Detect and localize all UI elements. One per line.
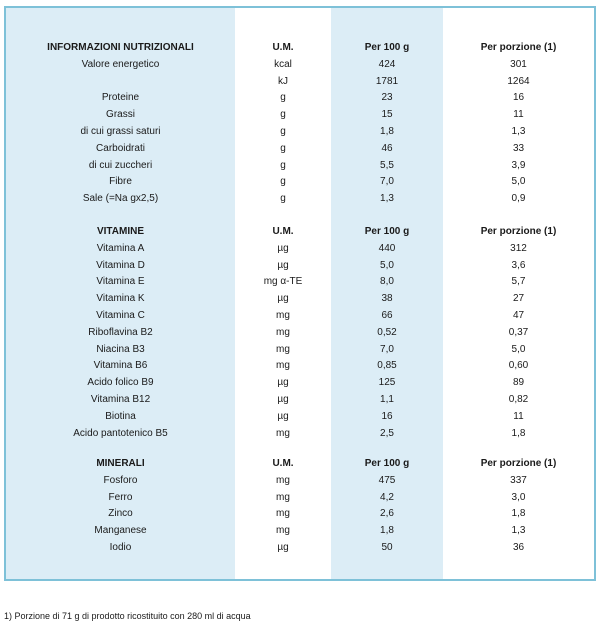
cell-portion: 89 [512,377,525,389]
header-name: INFORMAZIONI NUTRIZIONALI [47,42,194,53]
cell-um: g [280,193,286,205]
cell-per100: 2,6 [380,508,394,520]
cell-portion: 33 [512,142,525,154]
cell-name: Biotina [105,410,136,422]
table-row [6,505,594,522]
cell-um: g [280,142,286,154]
cell-per100: 1,3 [380,193,394,205]
cell-um: mg [276,360,290,372]
table-row [6,374,594,391]
table-row [6,290,594,307]
cell-portion: 3,6 [511,259,526,271]
cell-per100: 424 [378,58,396,70]
table-row [6,357,594,374]
cell-um: mg [276,491,290,503]
table-row [6,408,594,425]
cell-name: Grassi [106,109,135,121]
header-um: U.M. [272,226,294,237]
cell-per100: 440 [378,242,396,254]
cell-um: mg [276,343,290,355]
cell-um: µg [277,377,289,389]
cell-per100: 475 [378,474,396,486]
cell-per100: 2,5 [380,427,394,439]
cell-um: g [280,92,286,104]
cell-portion: 5,0 [511,176,526,188]
table-row [6,89,594,106]
cell-portion: 0,9 [511,193,526,205]
cell-portion: 0,60 [508,360,529,372]
table-row [6,489,594,506]
table-row [6,324,594,341]
header-per100: Per 100 g [364,42,410,53]
table-row [6,190,594,207]
cell-per100: 7,0 [380,343,394,355]
cell-name: Zinco [108,508,133,520]
cell-per100: 1,1 [380,394,394,405]
cell-name: Ferro [108,491,133,503]
cell-name: Sale (=Na gx2,5) [82,193,159,205]
footnote: 1) Porzione di 71 g di prodotto ricostituito con 280 ml di acqua [4,611,251,621]
cell-um: mg [276,508,290,520]
cell-name: Vitamina E [96,276,145,288]
cell-um: µg [277,410,289,422]
header-um: U.M. [272,458,294,469]
cell-portion: 1,8 [511,427,526,439]
table-grid [6,8,594,579]
nutrition-table [4,6,596,581]
section-header [6,223,594,240]
cell-name: Manganese [94,525,147,537]
header-um: U.M. [272,42,294,53]
cell-name: Riboflavina B2 [88,326,153,338]
cell-name: Valore energetico [81,58,160,70]
cell-per100: 38 [381,293,393,305]
cell-portion: 312 [510,242,527,254]
cell-portion: 1,8 [511,508,526,520]
header-portion: Per porzione (1) [480,42,557,53]
cell-um: µg [277,242,289,254]
cell-name: Proteine [101,92,140,104]
cell-um: g [280,109,286,121]
cell-um: g [280,159,286,171]
cell-name: di cui zuccheri [88,159,153,171]
cell-per100: 1781 [375,75,399,87]
cell-um: mg α-TE [263,276,303,288]
cell-per100: 5,5 [380,159,394,171]
cell-name: Fibre [109,176,132,188]
cell-name: Niacina B3 [96,343,145,355]
table-row [6,73,594,90]
cell-per100: 1,8 [380,525,394,537]
header-name: MINERALI [96,458,145,469]
cell-per100: 16 [381,410,393,422]
cell-portion: 36 [512,542,525,553]
cell-name: Acido folico B9 [87,377,154,389]
cell-name: Fosforo [103,474,138,486]
cell-per100: 1,8 [380,126,394,137]
cell-portion: 301 [510,58,527,70]
table-row [6,472,594,489]
table-row [6,341,594,358]
cell-per100: 0,85 [377,360,397,372]
cell-portion: 11 [513,109,524,121]
cell-um: kJ [278,75,288,87]
cell-portion: 1264 [507,75,530,87]
cell-portion: 337 [510,474,527,486]
table-row [6,257,594,274]
table-row [6,106,594,123]
cell-per100: 23 [381,92,393,104]
cell-portion: 47 [512,310,525,321]
cell-per100: 50 [381,542,393,553]
cell-name: Vitamina C [96,310,145,321]
cell-name: Vitamina K [96,293,145,305]
table-row [6,273,594,290]
cell-per100: 125 [378,377,396,389]
cell-per100: 66 [381,310,393,321]
cell-name: Vitamina B6 [93,360,148,372]
cell-um: mg [276,326,290,338]
cell-portion: 1,3 [511,126,526,137]
table-row [6,157,594,174]
table-row [6,539,594,556]
cell-um: mg [276,525,290,537]
cell-name: Acido pantotenico B5 [73,427,168,439]
cell-per100: 46 [381,142,393,154]
header-portion: Per porzione (1) [480,226,557,237]
cell-per100: 4,2 [380,491,394,503]
table-row [6,56,594,73]
cell-name: Vitamina B12 [90,394,151,405]
header-per100: Per 100 g [364,458,410,469]
cell-portion: 3,0 [511,491,526,503]
cell-um: mg [276,310,290,321]
cell-portion: 16 [512,92,525,104]
header-portion: Per porzione (1) [480,458,557,469]
cell-um: µg [277,394,289,405]
cell-portion: 5,0 [511,343,526,355]
cell-um: g [280,176,286,188]
cell-um: g [280,126,286,137]
cell-name: di cui grassi saturi [80,126,161,137]
cell-portion: 27 [512,293,525,305]
cell-portion: 3,9 [511,159,526,171]
header-name: VITAMINE [96,226,145,237]
cell-name: Vitamina A [96,242,145,254]
cell-name: Vitamina D [96,259,145,271]
cell-portion: 1,3 [511,525,526,537]
table-row [6,173,594,190]
cell-um: µg [277,293,289,305]
header-per100: Per 100 g [364,226,410,237]
section-header [6,39,594,56]
table-row [6,307,594,324]
cell-per100: 15 [381,109,393,121]
cell-portion: 0,37 [508,326,529,338]
table-row [6,240,594,257]
cell-um: mg [276,427,290,439]
table-row [6,425,594,442]
cell-um: kcal [274,58,292,70]
cell-um: µg [277,259,289,271]
cell-name: Carboidrati [96,142,145,154]
table-row [6,522,594,539]
table-row [6,123,594,140]
table-row [6,391,594,408]
cell-portion: 0,82 [508,394,529,405]
cell-per100: 5,0 [380,259,394,271]
cell-portion: 11 [513,410,524,422]
cell-um: mg [276,474,290,486]
section-header [6,455,594,472]
table-row [6,140,594,157]
cell-per100: 0,52 [377,326,397,338]
cell-um: µg [277,542,289,553]
cell-name: Iodio [109,542,132,553]
cell-per100: 7,0 [380,176,394,188]
cell-per100: 8,0 [380,276,394,288]
cell-portion: 5,7 [511,276,526,288]
